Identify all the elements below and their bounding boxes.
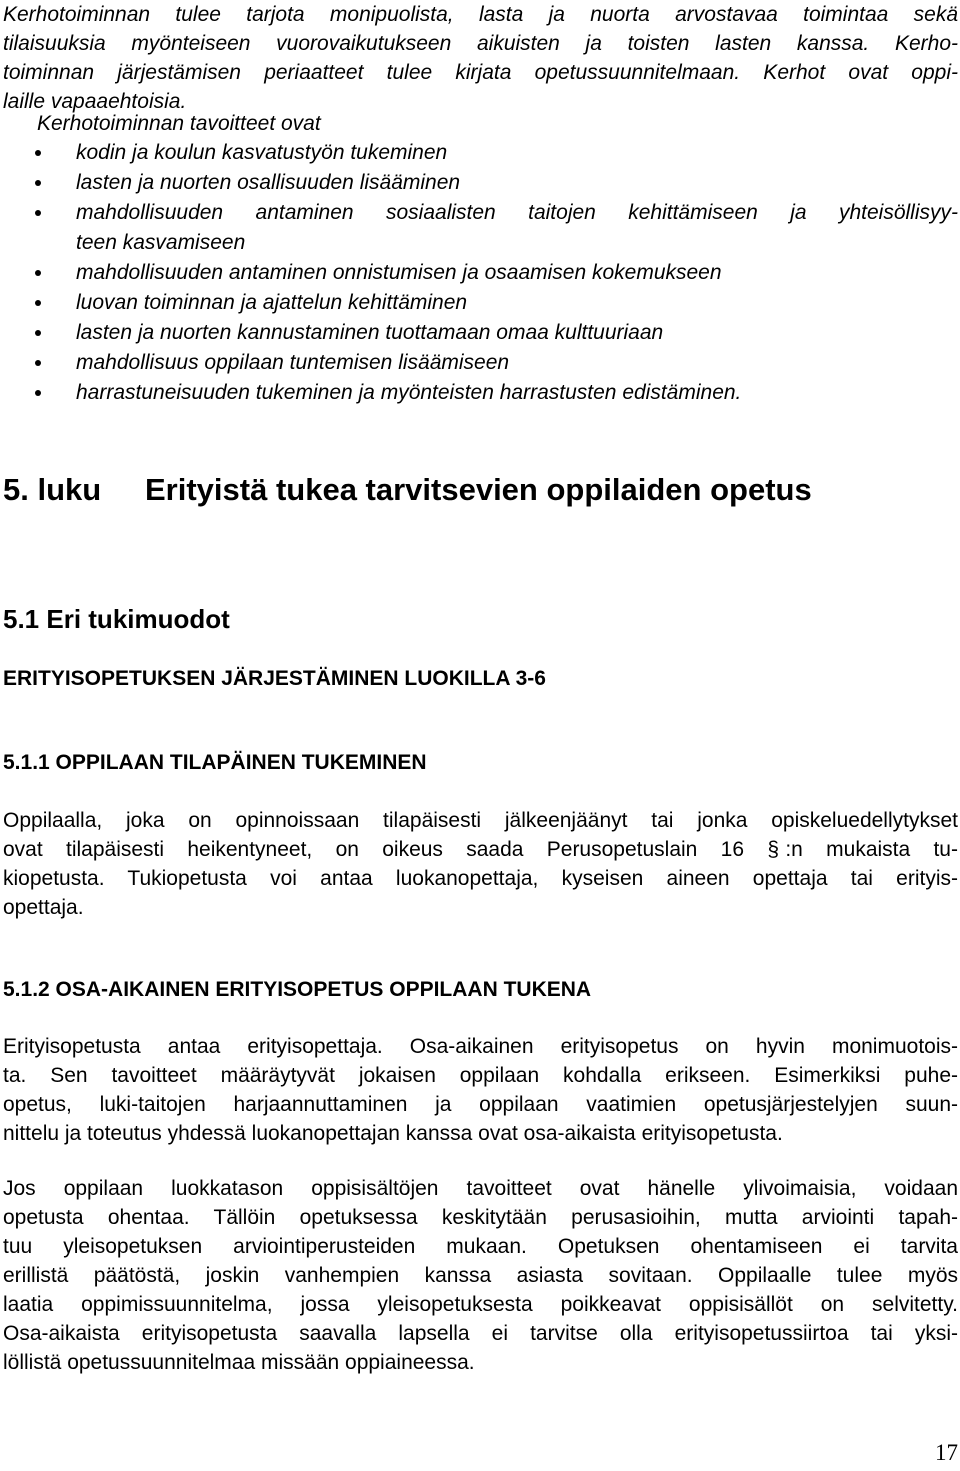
goal-text: mahdollisuuden antaminen onnistumisen ja osaamisen kokemukseen bbox=[76, 261, 722, 284]
list-item bbox=[0, 378, 958, 408]
intro-line: toiminnan järjestämisen periaatteet tulee kirjata opetussuunnitelmaan. Kerhot ovat oppi- bbox=[3, 61, 958, 84]
list-item bbox=[0, 168, 958, 198]
paragraph-line: Jos oppilaan luokkatason oppisisältöjen tavoitteet ovat hänelle ylivoimaisia, voidaan bbox=[3, 1177, 958, 1200]
paragraph-line: Erityisopetusta antaa erityisopettaja. Osa-aikainen erityisopetus on hyvin monimuotois- bbox=[3, 1035, 958, 1058]
paragraph-line: löllistä opetussuunnitelmaa missään oppiaineessa. bbox=[3, 1351, 475, 1374]
bullet-icon bbox=[35, 360, 41, 366]
goal-text: luovan toiminnan ja ajattelun kehittäminen bbox=[76, 291, 468, 314]
paragraph-line: Oppilaalla, joka on opinnoissaan tilapäisesti jälkeenjäänyt tai jonka opiskeluedellytykset bbox=[3, 809, 958, 832]
intro-line: tilaisuuksia myönteiseen vuorovaikutukseen aikuisten ja toisten lasten kanssa. Kerho- bbox=[3, 32, 958, 55]
bullet-icon bbox=[35, 270, 41, 276]
goal-text: mahdollisuus oppilaan tuntemisen lisäämiseen bbox=[76, 351, 510, 374]
chapter-heading bbox=[3, 470, 812, 510]
erityisopetus-paragraph bbox=[3, 1032, 958, 1148]
subsection-heading-osa-aikainen: 5.1.2 OSA-AIKAINEN ERITYISOPETUS OPPILAAN TUKENA bbox=[3, 978, 592, 1001]
section-subheading: ERITYISOPETUKSEN JÄRJESTÄMINEN LUOKILLA 3-6 bbox=[3, 667, 546, 690]
list-item bbox=[0, 348, 958, 378]
bullet-icon bbox=[35, 150, 41, 156]
paragraph-line: erillistä päätöstä, joskin vanhempien kanssa asiasta sovitaan. Oppilaalle tulee myös bbox=[3, 1264, 958, 1287]
bullet-icon bbox=[35, 330, 41, 336]
chapter-number: 5. luku bbox=[3, 472, 102, 507]
bullet-icon bbox=[35, 390, 41, 396]
subsection-heading-tilapainen: 5.1.1 OPPILAAN TILAPÄINEN TUKEMINEN bbox=[3, 751, 427, 774]
list-item bbox=[0, 318, 958, 348]
goal-text-continued: teen kasvamiseen bbox=[76, 231, 246, 254]
section-heading: 5.1 Eri tukimuodot bbox=[3, 604, 230, 634]
paragraph-line bbox=[3, 835, 958, 864]
goal-text: harrastuneisuuden tukeminen ja myönteisten harrastusten edistäminen. bbox=[76, 381, 742, 404]
goals-list bbox=[0, 138, 958, 408]
kerho-intro-paragraph bbox=[3, 0, 958, 116]
bullet-icon bbox=[35, 300, 41, 306]
paragraph-line: laatia oppimissuunnitelma, jossa yleisopetuksesta poikkeavat oppisisällöt on selvitetty. bbox=[3, 1293, 958, 1316]
list-item bbox=[0, 198, 958, 258]
goals-title: Kerhotoiminnan tavoitteet ovat bbox=[37, 112, 321, 135]
section-sign: § bbox=[767, 838, 780, 861]
list-item bbox=[0, 288, 958, 318]
paragraph-line: ta. Sen tavoitteet määräytyvät jokaisen oppilaan kohdalla erikseen. Esimerkiksi puhe- bbox=[3, 1064, 958, 1087]
paragraph-line: tuu yleisopetuksen arviointiperusteiden mukaan. Opetuksen ohentamiseen ei tarvita bbox=[3, 1235, 958, 1258]
goal-text: kodin ja koulun kasvatustyön tukeminen bbox=[76, 141, 448, 164]
paragraph-line: opetus, luki-taitojen harjaannuttaminen ja oppilaan vaatimien opetusjärjestelyjen suun- bbox=[3, 1093, 958, 1116]
goal-text: mahdollisuuden antaminen sosiaalisten taitojen kehittämiseen ja yhteisöllisyy- bbox=[76, 201, 958, 224]
paragraph-line: opetusta ohentaa. Tällöin opetuksessa keskitytään perusasioihin, mutta arviointi tapah- bbox=[3, 1206, 958, 1229]
paragraph-line: opettaja. bbox=[3, 896, 84, 919]
paragraph-line: kiopetusta. Tukiopetusta voi antaa luokanopettaja, kyseisen aineen opettaja tai erityis- bbox=[3, 867, 958, 890]
list-item bbox=[0, 138, 958, 168]
list-item bbox=[0, 258, 958, 288]
tukiopetus-paragraph bbox=[3, 806, 958, 922]
bullet-icon bbox=[35, 180, 41, 186]
page-number: 17 bbox=[935, 1440, 958, 1465]
law-reference-text: ovat tilapäisesti heikentyneet, on oikeus saada Perusopetuslain 16 bbox=[3, 838, 745, 861]
law-reference-suffix: :n mukaista tu- bbox=[785, 838, 958, 861]
bullet-icon bbox=[35, 210, 41, 216]
chapter-title: Erityistä tukea tarvitsevien oppilaiden opetus bbox=[145, 472, 812, 507]
paragraph-line: nittelu ja toteutus yhdessä luokanopettajan kanssa ovat osa-aikaista erityisopetusta. bbox=[3, 1122, 783, 1145]
goal-text: lasten ja nuorten kannustaminen tuottamaan omaa kulttuuriaan bbox=[76, 321, 664, 344]
goal-text: lasten ja nuorten osallisuuden lisääminen bbox=[76, 171, 461, 194]
intro-line: Kerhotoiminnan tulee tarjota monipuolista, lasta ja nuorta arvostavaa toimintaa sekä bbox=[3, 3, 958, 26]
paragraph-line: Osa-aikaista erityisopetusta saavalla lapsella ei tarvitse olla erityisopetussiirtoa tai yksi- bbox=[3, 1322, 958, 1345]
ohentaminen-paragraph bbox=[3, 1174, 958, 1377]
intro-line: laille vapaaehtoisia. bbox=[3, 90, 187, 113]
